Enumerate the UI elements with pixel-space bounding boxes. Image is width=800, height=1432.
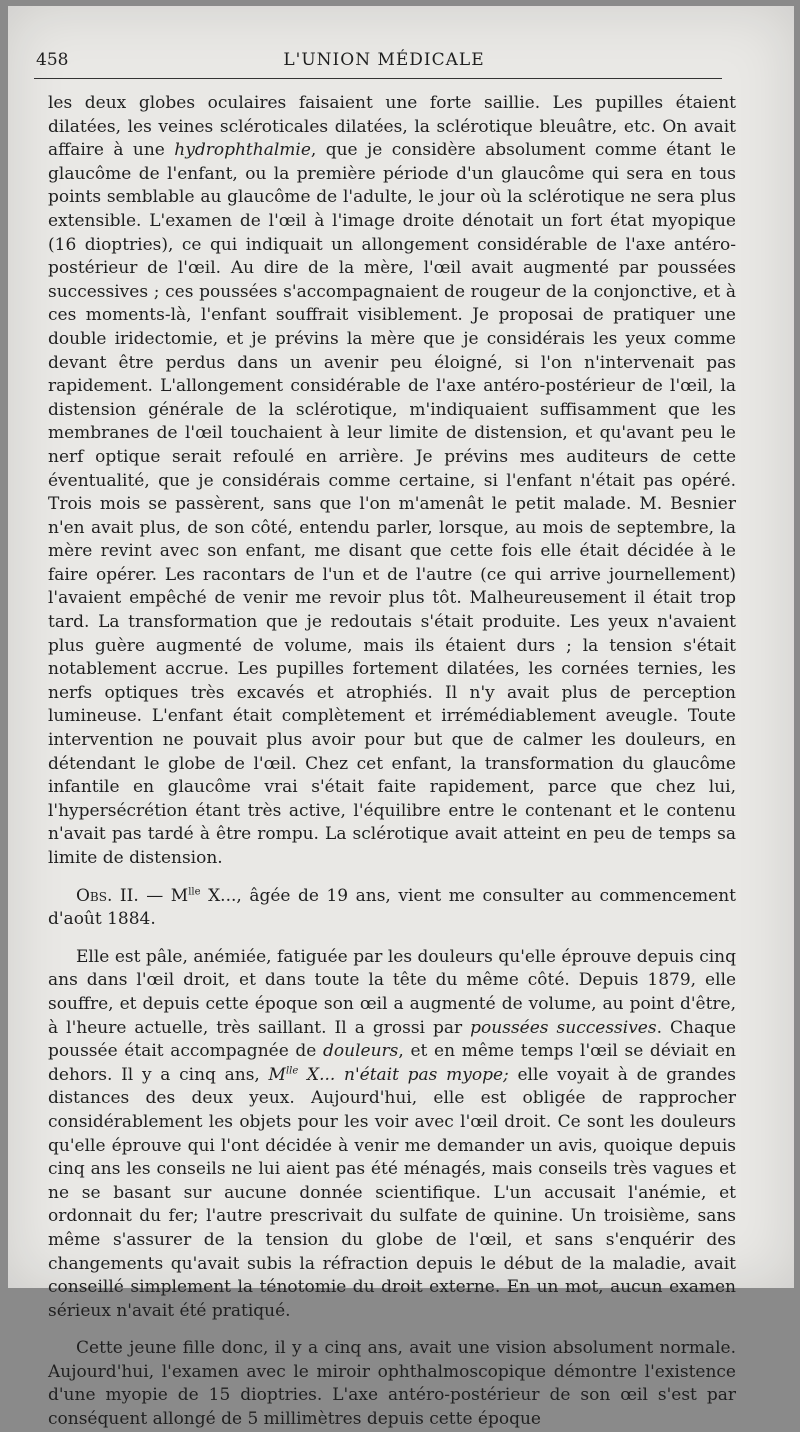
emphasis-hydrophthalmie: hydrophthalmie [174,140,311,161]
article-body [48,92,736,1432]
observation-heading: Obs. II. — $M^{lle}$ X..., âgée de 19 ans, vient me consulter au commencement d'août 1884. [48,885,736,930]
paragraph-case-one: les deux globes oculaires faisaient une forte saillie. Les pupilles étaient dilatées, les veines scléroticales dilatées, la sclérotique bleuâtre, etc. On avait affaire à une hydrophthalmie, que je considère absolument comme étant le glaucôme de l'enfant, ou la première période d'un glaucôme qui sera en tous points semblable au glaucôme de l'adulte, le jour où la sclérotique ne sera plus extensible. L'examen de l'œil à l'image droite dénotait un fort état myopique (16 dioptries), ce qui indiquait un allongement considérable de l'axe antéro-postérieur de l'œil. Au dire de la mère, l'œil avait augmenté par poussées successives ; ces poussées s'accompagnaient de rougeur de la conjonctive, et à ces moments-là, l'enfant souffrait visiblement. Je proposai de pratiquer une double iridectomie, et je prévins la mère que je considérais les yeux comme devant être perdus dans un avenir peu éloigné, si l'on n'intervenait pas rapidement. L'allongement considérable de l'axe antéro-postérieur de l'œil, la distension générale de la sclérotique, m'indiquaient suffisamment que les membranes de l'œil touchaient à leur limite de distension, et qu'avant peu le nerf optique serait refoulé en arrière. Je prévins mes auditeurs de cette éventualité, que je considérais comme certaine, si l'enfant n'était pas opéré. Trois mois se passèrent, sans que l'on m'amenât le petit malade. M. Besnier n'en avait plus, de son côté, entendu parler, lorsque, au mois de septembre, la mère revint avec son enfant, me disant que cette fois elle était décidée à le faire opérer. Les racontars de l'un et de l'autre (ce qui arrive journellement) l'avaient empêché de venir me revoir plus tôt. Malheureusement il était trop tard. La transformation que je redoutais s'était produite. Les yeux n'avaient plus guère augmenté de volume, mais ils étaient durs ; la tension s'était notablement accrue. Les pupilles fortement dilatées, les cornées ternies, les nerfs optiques très excavés et atrophiés. Il n'y avait plus de perception lumineuse. L'enfant était complètement et irrémédiablement aveugle. Toute intervention ne pouvait plus avoir pour but que de calmer les douleurs, en détendant le globe de l'œil. Chez cet enfant, la transformation du glaucôme infantile en glaucôme vrai s'était faite rapidement, parce que chez lui, l'hypersécrétion étant très active, l'équilibre entre le contenant et le contenu n'avait pas tardé à être rompu. La sclérotique avait atteint en peu de temps sa limite de distension. [48,93,737,868]
running-title: L'UNION MÉDICALE [283,50,485,70]
page-header [34,46,734,76]
document-page [8,6,794,1430]
paragraph-case-two: Elle est pâle, anémiée, fatiguée par les douleurs qu'elle éprouve depuis cinq ans dans l'œil droit, et dans toute la tête du même côté. Depuis 1879, elle souffre, et depuis cette époque son œil a augmenté de volume, au point d'être, à l'heure actuelle, très saillant. Il a grossi par poussées successives. Chaque poussée était accompagnée de douleurs, et en même temps l'œil se déviait en dehors. Il y a cinq ans, $M^{lle}$ X... n'était pas myope; elle voyait à de grandes distances des deux yeux. Aujourd'hui, elle est obligée de rapprocher considérablement les objets pour les voir avec l'œil droit. Ce sont les douleurs qu'elle éprouve qui l'ont décidée à venir me demander un avis, quoique depuis cinq ans les conseils ne lui aient pas été ménagés, mais conseils très vagues et ne se basant sur aucune donnée scientifique. L'un accusait l'anémie, et ordonnait du fer; l'autre prescrivait du sulfate de quinine. Un troisième, sans même s'assurer de la tension du globe de l'œil, et sans s'enquérir des changements qu'avait subis la réfraction depuis le début de la maladie, avait conseillé simplement la ténotomie du droit externe. En un mot, aucun examen sérieux n'avait été pratiqué. [48,946,737,1321]
page-number: 458 [36,50,69,70]
paragraph-examination: Cette jeune fille donc, il y a cinq ans, avait une vision absolument normale. Aujourd'hui, l'examen avec le miroir ophthalmoscopique démontre l'existence d'une myopie de 15 dioptries. L'axe antéro-postérieur de son œil s'est par conséquent allongé de 5 millimètres depuis cette époque [48,1338,736,1430]
observation-label: Obs. II. [76,885,139,906]
header-rule [34,78,722,79]
